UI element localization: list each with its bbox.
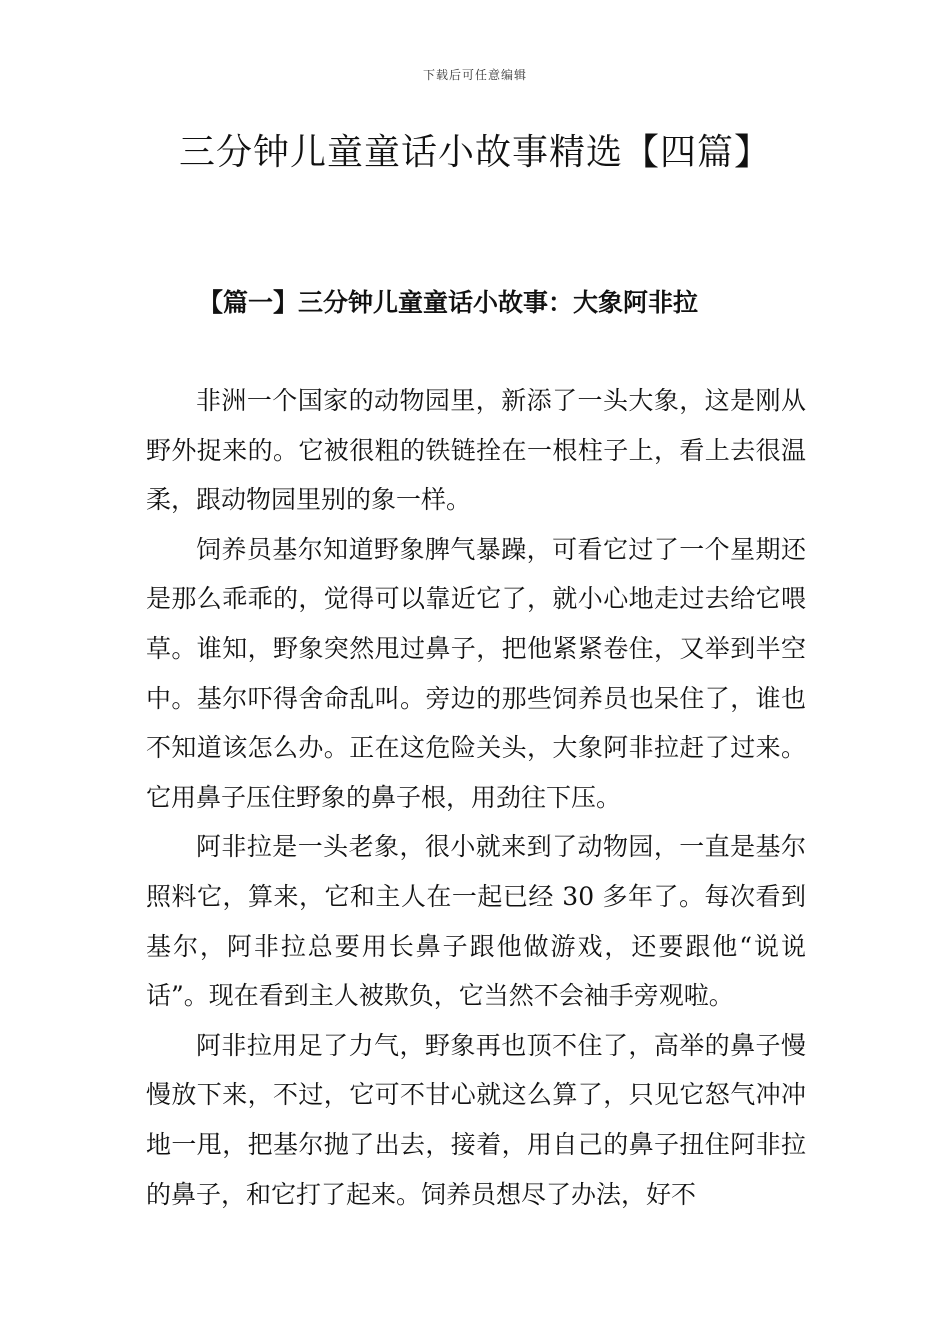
paragraph: 饲养员基尔知道野象脾气暴躁，可看它过了一个星期还是那么乖乖的，觉得可以靠近它了，就小心地走过去给它喂草。谁知，野象突然甩过鼻子，把他紧紧卷住，又举到半空中。基尔吓得舍命乱叫。旁边的那些饲养员也呆住了，谁也不知道该怎么办。正在这危险关头，大象阿非拉赶了过来。它用鼻子压住野象的鼻子根，用劲往下压。: [146, 534, 806, 812]
paragraph: 阿非拉是一头老象，很小就来到了动物园，一直是基尔照料它，算来，它和主人在一起已经 30 多年了。每次看到基尔，阿非拉总要用长鼻子跟他做游戏，还要跟他“说说话”。现在看到主人被欺负，它当然不会袖手旁观啦。: [146, 832, 806, 1011]
paragraph: 非洲一个国家的动物园里，新添了一头大象，这是刚从野外捉来的。它被很粗的铁链拴在一根柱子上，看上去很温柔，跟动物园里别的象一样。: [146, 386, 806, 515]
header-note: 下载后可任意编辑: [422, 68, 527, 82]
paragraph: 阿非拉用足了力气，野象再也顶不住了，高举的鼻子慢慢放下来，不过，它可不甘心就这么算了，只见它怒气冲冲地一甩，把基尔抛了出去，接着，用自己的鼻子扭住阿非拉的鼻子，和它打了起来。饲养员想尽了办法，好不: [146, 1030, 806, 1209]
document-title: 三分钟儿童童话小故事精选【四篇】: [178, 132, 771, 173]
story-body: [146, 376, 806, 1219]
section-heading: 【篇一】三分钟儿童童话小故事：大象阿非拉: [198, 288, 699, 317]
